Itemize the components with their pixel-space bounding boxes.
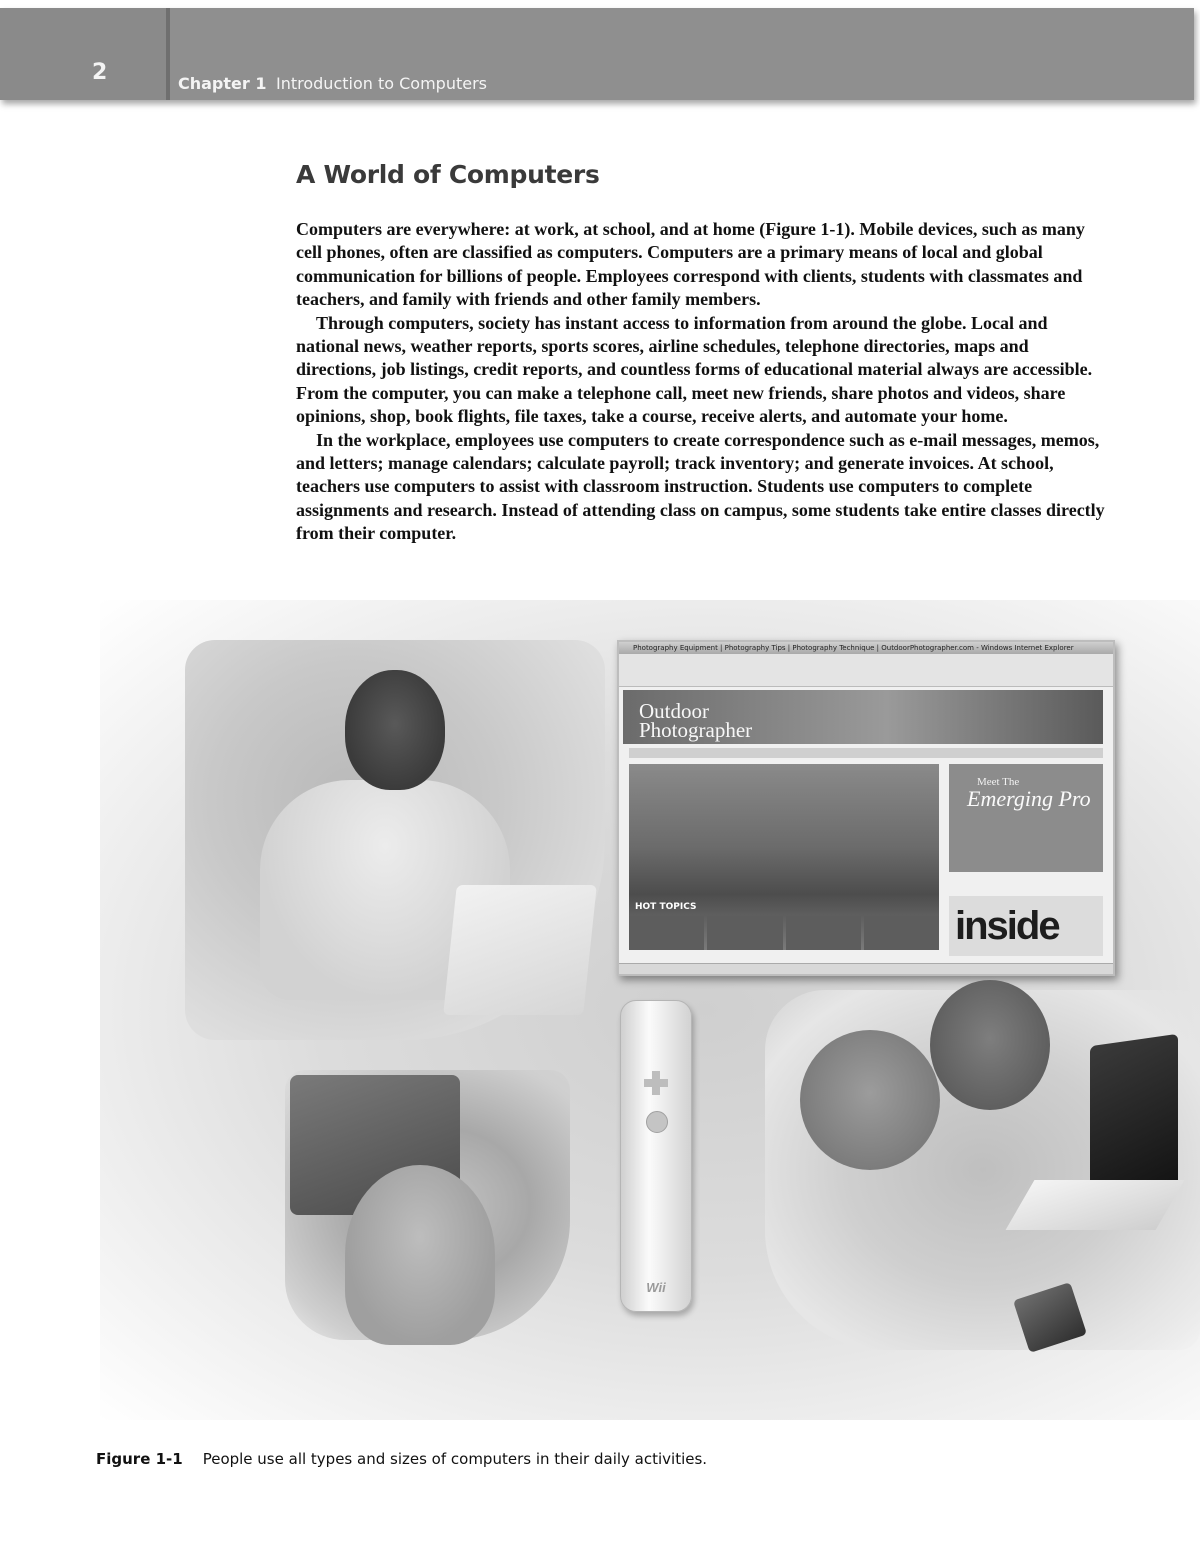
site-nav-strip xyxy=(629,748,1103,758)
body-text xyxy=(296,218,1106,546)
woman-head xyxy=(800,1030,940,1170)
paragraph-2: Through computers, society has instant access to information from around the globe. Local and national news, weather reports, sports scores, airline schedules, telephone directories, maps and directions, job listings, credit reports, and countless forms of educational material always are accessible. From the computer, you can make a telephone call, meet new friends, share photos and videos, share opinions, shop, book flights, file taxes, take a course, receive alerts, and automate your home. xyxy=(296,312,1093,427)
figure-1-1 xyxy=(100,600,1200,1420)
promo-kicker: Meet The xyxy=(977,776,1020,788)
chapter-title: Introduction to Computers xyxy=(276,74,487,93)
section-title: A World of Computers xyxy=(296,160,600,189)
site-logo xyxy=(639,699,753,742)
hot-topics-label: HOT TOPICS xyxy=(635,902,697,912)
site-logo-line2: Photographer xyxy=(639,718,753,742)
laptop xyxy=(443,885,597,1015)
wii-logo: Wii xyxy=(646,1280,666,1295)
browser-title-bar: Photography Equipment | Photography Tips | Photography Technique | OutdoorPhotographer.com - Windows Internet Explorer xyxy=(619,642,1113,654)
inside-ad-word: inside xyxy=(955,904,1059,948)
keyboard xyxy=(1006,1180,1185,1230)
chapter-label: Chapter 1 xyxy=(178,74,267,93)
girl-head xyxy=(345,1165,495,1345)
thumbnail xyxy=(786,916,861,950)
browser-toolbar xyxy=(619,654,1113,687)
paragraph-1: Computers are everywhere: at work, at school, and at home (Figure 1-1). Mobile devices, such as many cell phones, often are classified as computers. Computers are a primary means of local and global communication for billions of people. Employees correspond with clients, students with classmates and teachers, and family with friends and other family members. xyxy=(296,219,1085,310)
page-number: 2 xyxy=(92,60,108,85)
a-button-icon xyxy=(646,1111,668,1133)
dpad-icon xyxy=(644,1071,668,1095)
browser-status-bar xyxy=(619,963,1113,974)
thumbnail xyxy=(864,916,939,950)
running-header xyxy=(0,8,1194,100)
thumbnail xyxy=(629,916,704,950)
man-head xyxy=(345,670,445,790)
thumbnail-row xyxy=(629,916,939,950)
thumbnail xyxy=(707,916,782,950)
figure-caption-text: People use all types and sizes of computers in their daily activities. xyxy=(202,1450,708,1468)
figure-caption xyxy=(96,1450,707,1468)
figure-number: Figure 1-1 xyxy=(96,1450,183,1468)
paragraph-3: In the workplace, employees use computers to create correspondence such as e-mail messages, memos, and letters; manage calendars; calculate payroll; track inventory; and generate invoices. At school, teachers use computers to assist with classroom instruction. Students use computers to complete assignments and research. Instead of attending class on campus, some students take entire classes directly from their computer. xyxy=(296,429,1105,544)
site-logo-line1: Outdoor xyxy=(639,699,709,723)
wii-remote xyxy=(620,1000,692,1312)
woman-head xyxy=(930,980,1050,1110)
promo-title: Emerging Pro xyxy=(967,786,1091,811)
page-number-tab xyxy=(0,8,170,100)
promo-panel xyxy=(949,764,1103,872)
browser-screenshot xyxy=(617,640,1115,976)
